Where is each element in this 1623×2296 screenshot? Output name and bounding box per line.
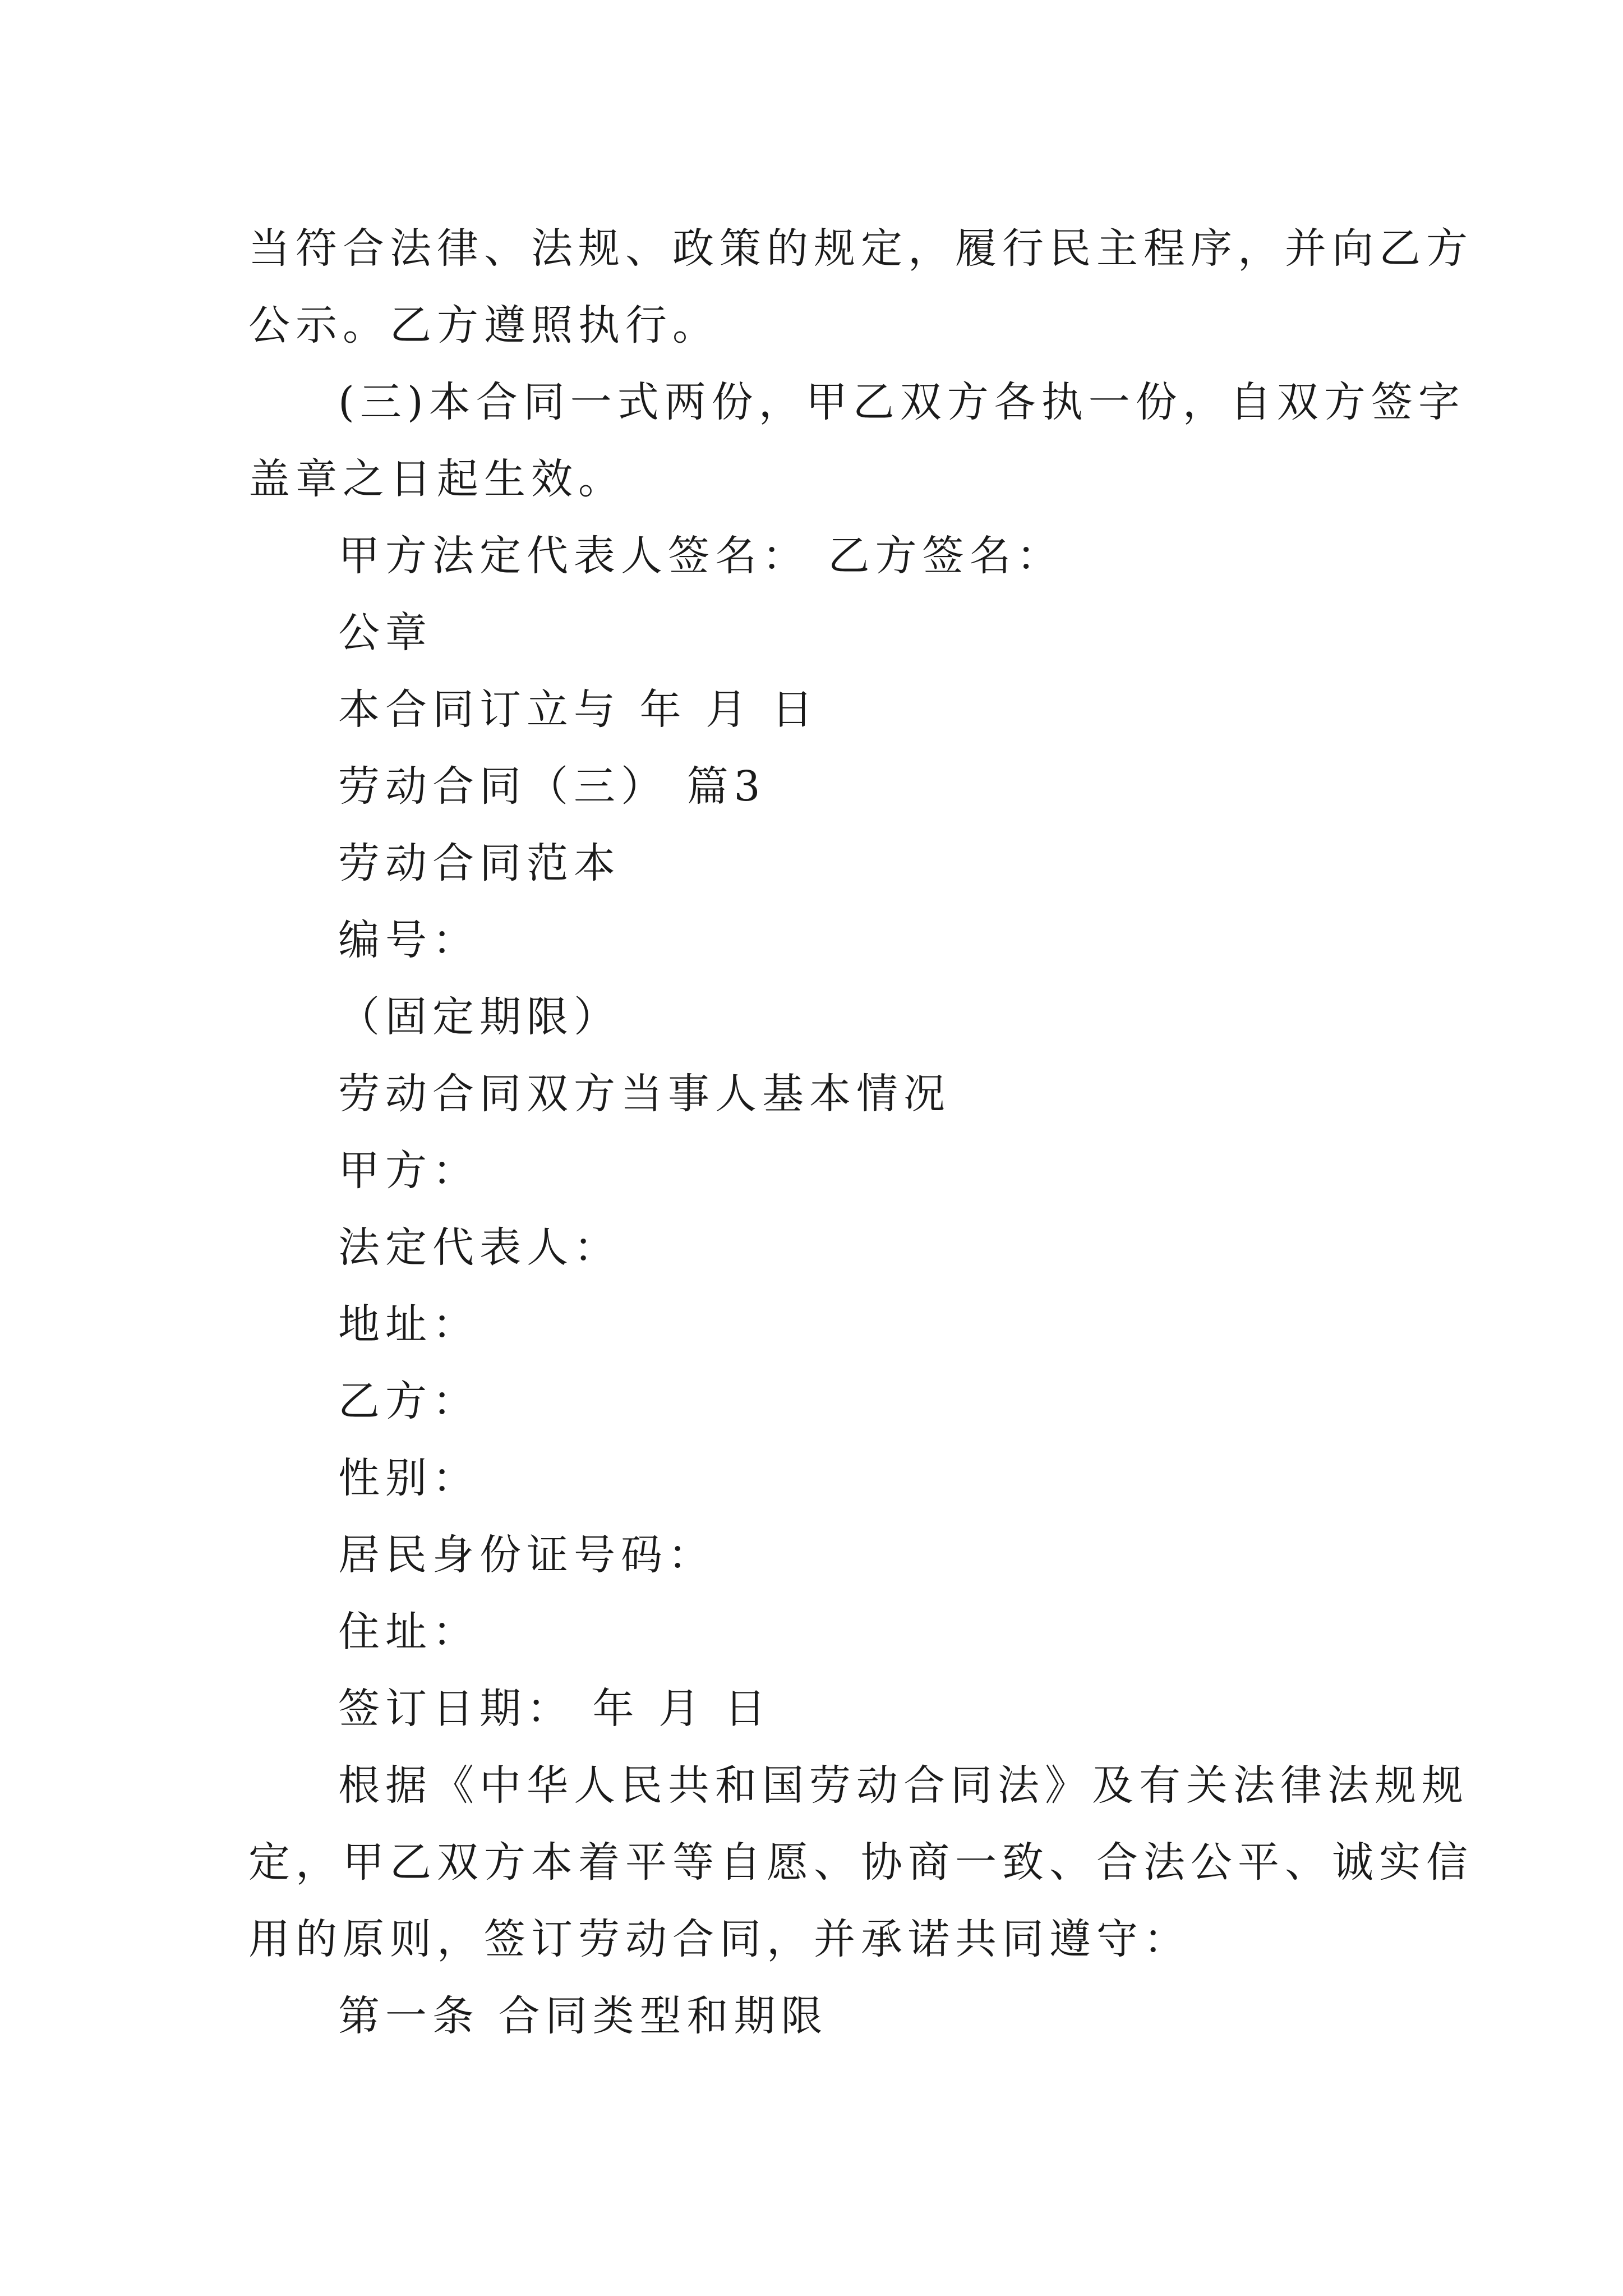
id-number-label: 居民身份证号码： (338, 1531, 715, 1579)
party-a-label: 甲方： (338, 1147, 479, 1195)
text-line: 盖章之日起生效。 (248, 455, 625, 503)
parties-heading: 劳动合同双方当事人基本情况 (338, 1070, 951, 1118)
residence-label: 住址： (338, 1608, 479, 1656)
signing-date-label: 签订日期： 年 月 日 (338, 1685, 772, 1733)
text-line: 当符合法律、法规、政策的规定，履行民主程序，并向乙方 (248, 224, 1473, 273)
text-line: 公示。乙方遵照执行。 (248, 301, 720, 349)
document-title: 劳动合同范本 (338, 839, 621, 887)
article-heading: 第一条 合同类型和期限 (338, 1992, 828, 2040)
party-b-label: 乙方： (338, 1377, 479, 1425)
text-line: 定，甲乙双方本着平等自愿、协商一致、合法公平、诚实信 (248, 1838, 1473, 1887)
address-label: 地址： (338, 1300, 479, 1349)
text-line: (三)本合同一式两份，甲乙双方各执一份，自双方签字 (338, 378, 1465, 426)
text-line: 根据《中华人民共和国劳动合同法》及有关法律法规规 (338, 1761, 1469, 1810)
contract-date-line: 本合同订立与 年 月 日 (338, 685, 819, 734)
contract-term-type: （固定期限） (338, 993, 621, 1041)
number-field-label: 编号： (338, 916, 479, 964)
gender-label: 性别： (338, 1454, 479, 1502)
legal-representative-label: 法定代表人： (338, 1223, 621, 1272)
signature-line: 甲方法定代表人签名： 乙方签名： (338, 532, 1064, 580)
section-heading: 劳动合同（三） 篇3 (338, 762, 766, 811)
document-body (248, 210, 1473, 2055)
text-line: 用的原则，签订劳动合同，并承诺共同遵守： (248, 1915, 1191, 1963)
seal-label: 公章 (338, 609, 432, 657)
